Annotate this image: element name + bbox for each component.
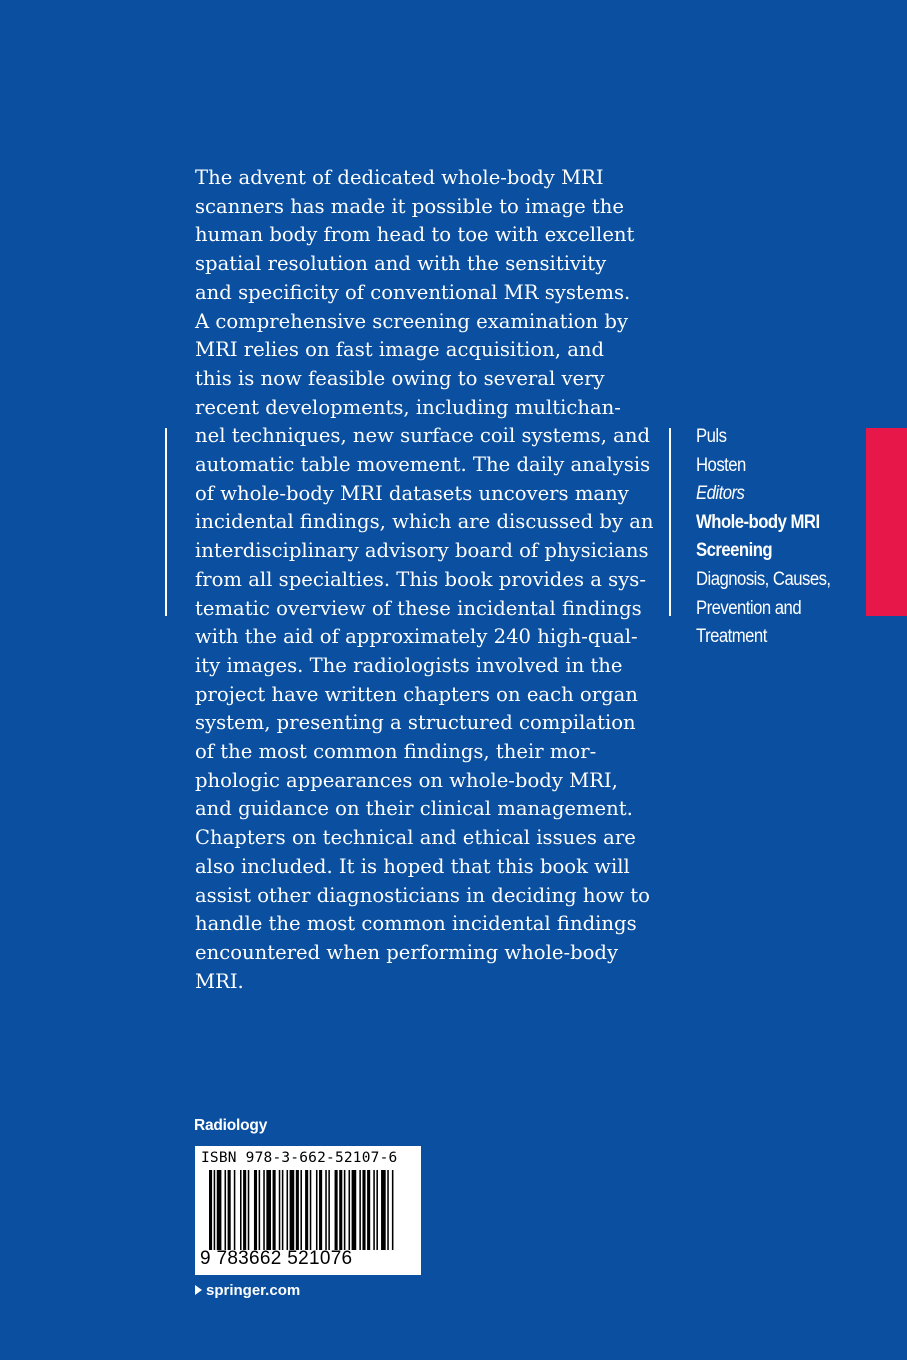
barcode-bar	[263, 1170, 265, 1250]
barcode-bar	[279, 1170, 281, 1250]
barcode-bar	[316, 1170, 318, 1250]
barcode-bar	[310, 1170, 312, 1250]
barcode-bar	[234, 1170, 236, 1250]
barcode-bar	[266, 1170, 271, 1250]
barcode-bar	[328, 1170, 330, 1250]
description-line: of the most common findings, their mor-	[195, 740, 597, 764]
barcode-bar	[349, 1170, 351, 1250]
barcode-bar	[367, 1170, 370, 1250]
barcode-bar	[290, 1170, 295, 1250]
description-line: from all specialties. This book provides a sys-	[195, 567, 646, 591]
barcode-bar	[282, 1170, 284, 1250]
book-subtitle: Treatment	[696, 626, 767, 648]
description-line: MRI relies on fast image acquisition, and	[195, 338, 605, 362]
barcode-bar	[273, 1170, 276, 1250]
barcode-bar	[359, 1170, 361, 1250]
description-line: project have written chapters on each organ	[195, 682, 638, 706]
barcode-bar	[225, 1170, 227, 1250]
description-line: also included. It is hoped that this book will	[195, 854, 630, 878]
description-line: A comprehensive screening examination by	[195, 309, 629, 333]
barcode-bar	[248, 1170, 250, 1250]
barcode-bar	[296, 1170, 299, 1250]
subject-category: Radiology	[194, 1117, 268, 1134]
barcode-bar	[344, 1170, 346, 1250]
description-line: interdisciplinary advisory board of physicians	[195, 539, 649, 563]
description-line: scanners has made it possible to image the	[195, 194, 625, 218]
author-name: Puls	[696, 426, 727, 447]
book-title: Whole-body MRI	[696, 511, 820, 533]
barcode-bar	[217, 1170, 222, 1250]
publisher-link[interactable]	[195, 1282, 300, 1299]
publisher-url: springer.com	[206, 1282, 301, 1299]
description-line: encountered when performing whole-body	[195, 940, 619, 964]
barcode-bar	[376, 1170, 378, 1250]
description-line: system, presenting a structured compilation	[195, 711, 636, 735]
barcode-bar	[381, 1170, 386, 1250]
barcode-bar	[335, 1170, 338, 1250]
description-line: and specificity of conventional MR systems.	[195, 280, 631, 304]
barcode-bar	[325, 1170, 327, 1250]
isbn-label: ISBN 978-3-662-52107-6	[201, 1150, 398, 1166]
book-title-block	[696, 423, 846, 652]
description-line: automatic table movement. The daily analysis	[195, 453, 651, 477]
description-line: assist other diagnosticians in deciding how to	[195, 883, 650, 907]
right-divider-rule	[669, 428, 671, 616]
barcode-bar	[339, 1170, 342, 1250]
triangle-arrow-icon	[195, 1285, 202, 1295]
accent-color-bar	[866, 428, 907, 616]
barcode-bars	[209, 1170, 409, 1250]
description-line: recent developments, including multichan-	[195, 395, 621, 419]
barcode-bar	[240, 1170, 242, 1250]
barcode-bar	[387, 1170, 389, 1250]
description-line: MRI.	[195, 969, 244, 993]
barcode-bar	[254, 1170, 257, 1250]
book-subtitle: Diagnosis, Causes,	[696, 568, 831, 590]
author-name: Hosten	[696, 454, 746, 476]
isbn-barcode	[195, 1146, 421, 1275]
barcode-bar	[319, 1170, 322, 1250]
description-line: Chapters on technical and ethical issues are	[195, 826, 636, 850]
description-line: incidental findings, which are discussed by an	[195, 510, 654, 534]
book-title: Screening	[696, 540, 773, 562]
barcode-bar	[300, 1170, 302, 1250]
barcode-bar	[214, 1170, 216, 1250]
book-subtitle: Prevention and	[696, 597, 802, 619]
barcode-bar	[287, 1170, 289, 1250]
barcode-bar	[352, 1170, 357, 1250]
barcode-digits: 9 783662 521076	[200, 1248, 353, 1269]
barcode-bar	[243, 1170, 246, 1250]
description-line: tematic overview of these incidental findings	[195, 596, 642, 620]
description-line: The advent of dedicated whole-body MRI	[195, 166, 604, 189]
description-line: and guidance on their clinical management.	[195, 797, 633, 821]
barcode-bar	[259, 1170, 261, 1250]
barcode-bar	[209, 1170, 212, 1250]
description-line: this is now feasible owing to several very	[195, 366, 605, 390]
description-line: with the aid of approximately 240 high-qual-	[195, 625, 638, 649]
description-line: nel techniques, new surface coil systems, and	[195, 424, 651, 448]
barcode-bar	[373, 1170, 375, 1250]
barcode-bar	[362, 1170, 365, 1250]
description-line: ity images. The radiologists involved in the	[195, 653, 623, 677]
description-line: spatial resolution and with the sensitivity	[195, 252, 607, 276]
left-divider-rule	[165, 428, 167, 616]
description-line: handle the most common incidental findings	[195, 912, 637, 936]
barcode-bar	[228, 1170, 231, 1250]
book-description	[195, 164, 654, 996]
barcode-bar	[392, 1170, 394, 1250]
editors-label: Editors	[696, 483, 745, 505]
description-line: phologic appearances on whole-body MRI,	[195, 768, 618, 792]
description-line: of whole-body MRI datasets uncovers many	[195, 481, 629, 505]
barcode-bar	[305, 1170, 308, 1250]
description-line: human body from head to toe with excellent	[195, 223, 635, 247]
